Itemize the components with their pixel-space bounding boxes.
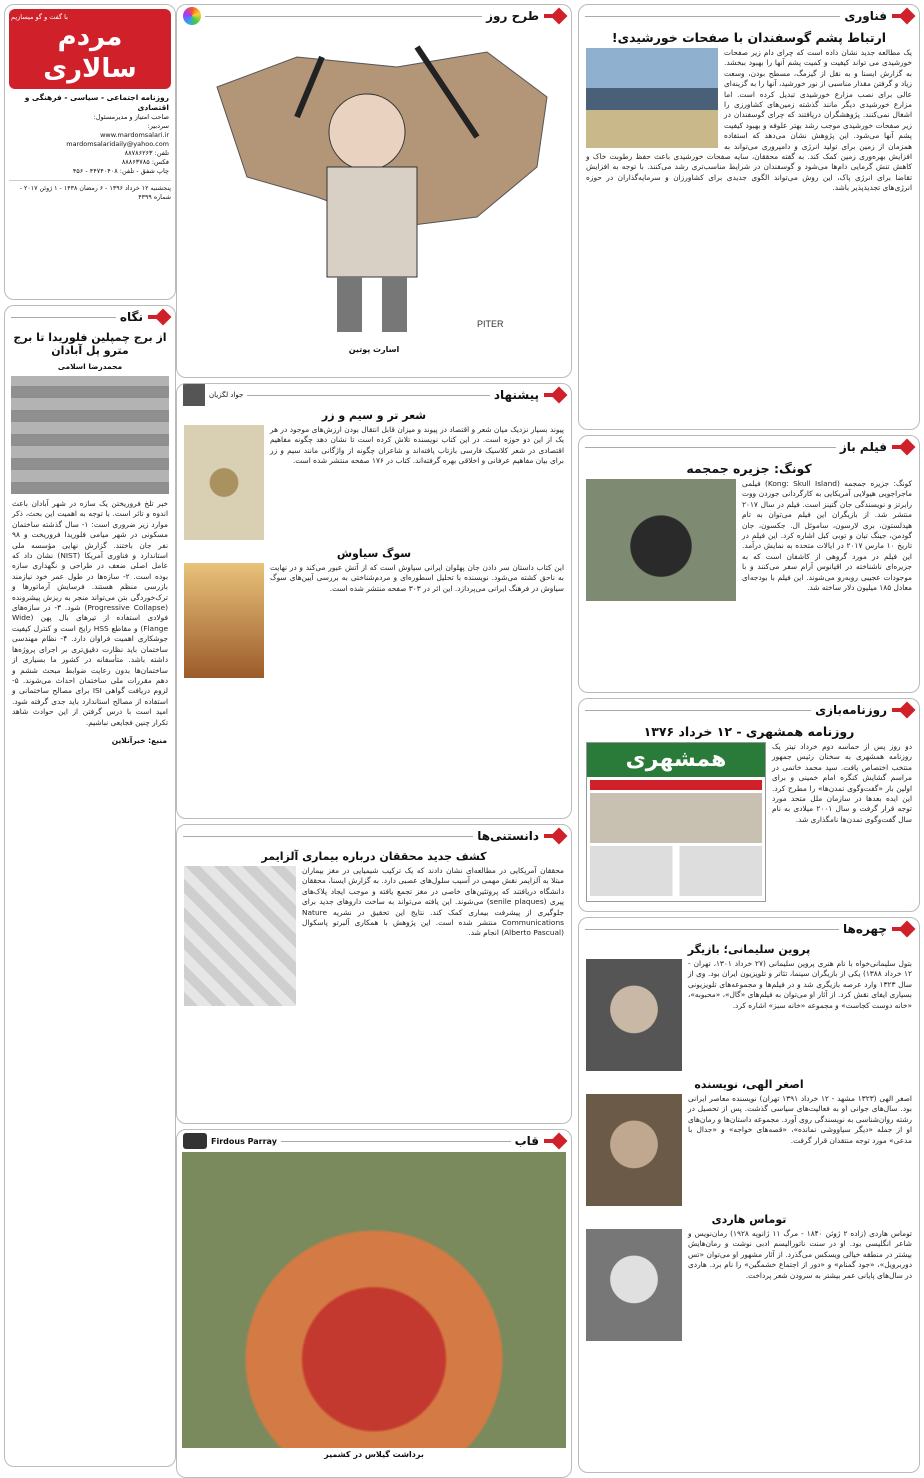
faces-section	[578, 917, 920, 1473]
person-bio: بتول سلیمانی‌خواه با نام هنری پروین سلیمانی (۲۷ خرداد ۱۳۰۱، تهران - ۱۲ خرداد ۱۳۸۸) یکی از بازیگران سینما، تئاتر و تلویزیون ایران بود. وی از سال ۱۳۲۳ وارد عرصه بازیگری شد و در فیلم‌ها و مجموعه‌های تلویزیونی بسیاری ایفای نقش کرد. از آثار او می‌توان به فیلم‌های «گال»، «محبوبه»، «خانه دوست کجاست» و مجموعه «خانه سبز» اشاره کرد.	[688, 959, 912, 1010]
headline: از برج چمپلین فلوریدا تا برج مترو پل آبادان	[13, 331, 167, 357]
article-body: کونگ: جزیره جمجمه (Kong: Skull Island) فیلمی ماجراجویی هیولایی آمریکایی به کارگردانی جوردن ووت رابرتز و نویسندگی جان گتینز است. فیلم در سال ۲۰۱۷ منتشر شد. از بازیگران این فیلم می‌توان به تام هیدلستون، بری لارسون، ساموئل ال. جکسون، جان گودمن، جینگ تیان و توبی کبل اشاره کرد. این فیلم در تاریخ ۱۰ مارس ۲۰۱۷ در ایالات متحده به نمایش درآمد. این فیلم در مورد گروهی از کاشفان است که به جزیره‌ای ناشناخته در اقیانوس آرام سفر می‌کنند و با موجودات عجیبی روبه‌رو می‌شوند. این فیلم با بودجه‌ای معادل ۱۸۵ میلیون دلار ساخته شد.	[742, 479, 913, 593]
section-title: فناوری	[844, 9, 887, 23]
author-name: جواد لگزیان	[209, 391, 244, 399]
person-bio: توماس هاردی (زاده ۲ ژوئن ۱۸۴۰ - مرگ ۱۱ ژانویه ۱۹۲۸) رمان‌نویس و شاعر انگلیسی بود. او در سنت ناتورالیسم ادبی نوشت و رمان‌هایش بیشتر در منطقه خیالی ویسکس می‌گذرد. از آثار مشهور او می‌توان «تس دوربرویل»، «جود گمنام» و «دور از اجتماع خشمگین» را نام برد. هاردی در سال‌های پایانی عمر بیشتر به سرودن شعر پرداخت.	[688, 1229, 912, 1280]
article-body: دو روز پس از حماسه دوم خرداد تیتر یک روزنامه همشهری به سخنان رئیس جمهور منتخب اختصاص یافت. سید محمد خاتمی در مراسم گشایش کنگره امام خمینی و برای اولین بار «گفت‌وگوی تمدن‌ها» را مطرح کرد. این ایده بعدها در سازمان ملل متحد مورد توجه قرار گرفت و سال ۲۰۰۱ میلادی به نام سال گفت‌وگوی تمدن‌ها نامگذاری شد.	[772, 742, 912, 824]
section-title: قاب	[514, 1134, 539, 1148]
left-column	[4, 4, 176, 1472]
right-column	[578, 4, 920, 1478]
section-title: نگاه	[119, 310, 143, 324]
person-name: توماس هاردی	[711, 1213, 787, 1226]
headline: کشف جدید محققان درباره بیماری آلزایمر	[261, 850, 487, 863]
camera-icon	[183, 1133, 207, 1149]
cartoon-caption: اسارت پوتین	[348, 345, 400, 354]
section-header	[579, 699, 919, 721]
person-bio: اصغر الهی (۱۳۲۳ مشهد - ۱۲ خرداد ۱۳۹۱ تهران) نویسنده معاصر ایرانی بود. سال‌های جوانی او به فعالیت‌های سیاسی گذشت. پس از تحصیل در رشته روان‌شناسی به نویسندگی روی آورد. مجموعه داستان‌ها و رمان‌های او از جمله «دیگر سیاووشی نمانده»، «قصه‌های خواجه» و «جدال با مدعی» مورد توجه منتقدان قرار گرفت.	[688, 1094, 912, 1145]
asghar-elahi-photo	[586, 1094, 682, 1206]
section-marker-icon	[891, 921, 913, 937]
info-line: صاحب امتیاز و مدیرمسئول:	[93, 113, 169, 121]
article-body: یک مطالعه جدید نشان داده است که چرای دام زیر صفحات خورشیدی می تواند کیفیت و کمیت پشم آنها را بهبود ببخشد. به گزارش ایسنا و به نقل از گیزمگ، مسطح بودن، وسعت زیاد و گرفتن مقدار مناسبی از نور خورشید، آنها را به گزینه‌ای عالی برای نصب مزارع خورشیدی تبدیل کرده است. اما مزارع خورشیدی دیگر مانند گذشته زمین‌های کشاورزی را اشغال نمی‌کنند. پژوهشگران دریافتند که چرای گوسفندان در زیر صفحات خورشیدی موجب رشد بهتر علوفه و بهبود کیفیت پشم آنها می‌شود. این پژوهش نشان می‌دهد که استفاده همزمان از زمین برای تولید انرژی و دامپروری می‌تواند به افزایش بهره‌وری زمین کمک کند. به گفته محققان، سایه صفحات خورشیدی باعث حفظ رطوبت خاک و کاهش تنش گرمایی دام‌ها می‌شود و گوسفندان در شرایط مناسب‌تری رشد می‌کنند. با توجه به افزایش تقاضا برای انرژی پاک، این روش می‌تواند الگوی جدیدی برای کشاورزان و سرمایه‌گذاران در حوزه انرژی‌های تجدیدپذیر باشد.	[586, 48, 912, 193]
info-line: چاپ شفق - تلفن: ۴۴۷۴۰۴۰۸ - ۴۵۶	[72, 167, 169, 175]
section-marker-icon	[147, 309, 169, 325]
author-avatar	[183, 384, 205, 406]
book-title: شعر تر و سیم و زر	[321, 409, 427, 422]
section-title: روزنامه‌بازی	[815, 703, 887, 717]
masthead-info	[9, 89, 171, 180]
masthead-subtitle: روزنامه اجتماعی - سیاسی - فرهنگی و اقتصادی	[24, 93, 169, 112]
frame-section	[176, 1129, 572, 1478]
masthead	[4, 4, 176, 300]
book-cover-coins	[184, 425, 264, 540]
section-title: پیشنهاد	[493, 388, 539, 402]
alzheimer-puzzle-image	[184, 866, 296, 1006]
press-section	[578, 698, 920, 912]
article-source: منبع: خبرآنلاین	[111, 735, 167, 745]
headline: ارتباط پشم گوسفندان با صفحات خورشیدی!	[611, 30, 887, 45]
info-line: فکس: ۸۸۸۶۳۷۸۵	[121, 158, 169, 166]
thomas-hardy-photo	[586, 1229, 682, 1341]
section-header	[177, 825, 571, 847]
section-header	[5, 306, 175, 328]
section-marker-icon	[543, 1133, 565, 1149]
headline: روزنامه همشهری - ۱۲ خرداد ۱۳۷۶	[643, 724, 855, 739]
newspaper-logo: مردم سالاری	[43, 22, 137, 84]
science-section	[176, 824, 572, 1124]
info-line: سردبیر:	[147, 122, 169, 130]
section-marker-icon	[891, 439, 913, 455]
person-name: اصغر الهی، نویسنده	[694, 1078, 804, 1091]
book-title: سوگ سیاوش	[336, 547, 412, 560]
book-description: پیوند بسیار نزدیک میان شعر و اقتصاد در پیوند و میزان قابل انتقال بودن ارزش‌های موجود در هر یک از این دو حوزه است. در این کتاب نویسنده تلاش کرده است تا نشان دهد چگونه مفاهیم اقتصادی در شعر کلاسیک فارسی بازتاب یافته‌اند و شاعران چگونه از واژگانی مانند سیم و زر برای بیان مفاهیم عرفانی و اخلاقی بهره گرفته‌اند. کتاب در ۱۷۶ صفحه منتشر شده است.	[270, 425, 564, 466]
article-body: خبر تلخ فروریختن یک سازه در شهر آبادان باعث اندوه و تاثر است. با توجه به اهمیت این بحث، ذکر موارد زیر ضروری است: ۱- سال گذشته ساختمان مسکونی در شهر میامی فلوریدا فروریخت و ۹۸ نفر جان باختند. گزارش نهایی مؤسسه ملی استاندارد و فناوری آمریکا (NIST) نشان داد که عامل اصلی ضعف در طراحی و نگهداری سازه بوده است. ۲- سازه‌ها در طول عمر خود نیازمند بازرسی منظم هستند. فرسایش آرماتورها و ترک‌خوردگی بتن می‌تواند منجر به ریزش پیشرونده (Progressive Collapse) شود. ۳- در سازه‌های فولادی استفاده از تیرهای بال پهن (Wide Flange) و مقاطع HSS رایج است و کنترل کیفیت جوشکاری اهمیت فراوان دارد. ۴- نظام مهندسی ساختمان باید نظارت دقیق‌تری بر اجرای پروژه‌ها داشته باشد. متأسفانه در کشور ما بسیاری از ساختمان‌ها بدون رعایت ضوابط مبحث ششم و دهم مقررات ملی ساختمان احداث می‌شوند. ۵- لزوم دریافت گواهی ISI برای مصالح ساختمانی و استفاده از مصالح استاندارد باید جدی گرفته شود. امید است با درس گرفتن از این حوادث شاهد تکرار چنین فجایعی نباشیم.	[12, 499, 169, 727]
section-header	[579, 5, 919, 27]
solar-sheep-photo	[586, 48, 718, 148]
suggest-section	[176, 383, 572, 819]
book-description: این کتاب داستان سر دادن جان پهلوان ایرانی سیاوش است که از آتش عبور می‌کند و در نهایت به ناحق کشته می‌شود. نویسنده با تحلیل اسطوره‌ای و مردم‌شناختی به بررسی آیین‌های سوگ سیاوش در فرهنگ ایرانی می‌پردازد. این اثر در ۳۰۳ صفحه منتشر شده است.	[270, 563, 564, 593]
headline: کونگ: جزیره جمجمه	[686, 461, 812, 476]
fanavari-section	[578, 4, 920, 430]
info-line: تلفن: ۸۸۷۸۶۲۶۳	[124, 149, 169, 157]
section-marker-icon	[543, 828, 565, 844]
section-marker-icon	[891, 8, 913, 24]
masthead-banner	[9, 9, 171, 89]
section-header	[177, 1130, 571, 1152]
author-name: محمدرضا اسلامی	[57, 362, 123, 371]
issue-date: پنجشنبه ۱۲ خرداد ۱۳۹۶ - ۶ رمضان ۱۴۳۸ - ۱ ژوئن ۲۰۱۷ - شماره ۴۳۹۹	[9, 180, 171, 202]
middle-column	[176, 4, 572, 1478]
photo-caption: برداشت گیلاس در کشمیر	[324, 1450, 424, 1459]
section-title: چهره‌ها	[843, 922, 887, 936]
article-body: محققان آمریکایی در مطالعه‌ای نشان دادند که یک ترکیب شیمیایی در مغز بیماران مبتلا به آلزایمر نقش مهمی در آسیب سلول‌های عصبی دارد. به گزارش ایسنا، محققان دانشگاه دریافتند که پروتئین‌های خاصی در مغز تجمع یافته و موجب ایجاد پلاک‌های پیری (senile plaques) می‌شوند. این یافته می‌تواند به ساخت داروهای جدید برای جلوگیری از پیشرفت بیماری کمک کند. نتایج این تحقیق در نشریه Nature Communications منتشر شده است. این پژوهش با همکاری آلبرتو پاسکوال (Alberto Pascual) انجام شد.	[302, 866, 564, 938]
photo-credit: Firdous Parray	[211, 1136, 277, 1146]
cherry-harvest-photo	[182, 1152, 566, 1448]
collapsed-building-photo	[11, 376, 169, 494]
film-section	[578, 435, 920, 693]
negah-section	[4, 305, 176, 1467]
section-title: دانستنی‌ها	[477, 829, 539, 843]
cartoon-section	[176, 4, 572, 378]
masthead-tagline: با گفت و گو میسازیم	[11, 13, 68, 21]
section-marker-icon	[891, 702, 913, 718]
parvin-soleimani-photo	[586, 959, 682, 1071]
section-title: فیلم باز	[839, 440, 887, 454]
email-link[interactable]: mardomsalaridaily@yahoo.com	[66, 140, 169, 148]
newspaper-front-page	[586, 742, 766, 902]
putin-cartoon	[177, 27, 571, 343]
section-header	[177, 5, 571, 27]
kong-movie-still	[586, 479, 736, 601]
section-header	[177, 384, 571, 406]
website-link[interactable]: www.mardomsalari.ir	[100, 131, 169, 139]
person-name: پروین سلیمانی؛ بازیگر	[687, 943, 811, 956]
section-title: طرح روز	[486, 9, 539, 23]
newspaper-logo: همشهری	[587, 743, 765, 777]
cartoon-artist: PITER	[477, 319, 504, 329]
colorwheel-icon	[183, 7, 201, 25]
section-header	[579, 436, 919, 458]
book-cover-siavash	[184, 563, 264, 678]
section-header	[579, 918, 919, 940]
section-marker-icon	[543, 387, 565, 403]
section-marker-icon	[543, 8, 565, 24]
